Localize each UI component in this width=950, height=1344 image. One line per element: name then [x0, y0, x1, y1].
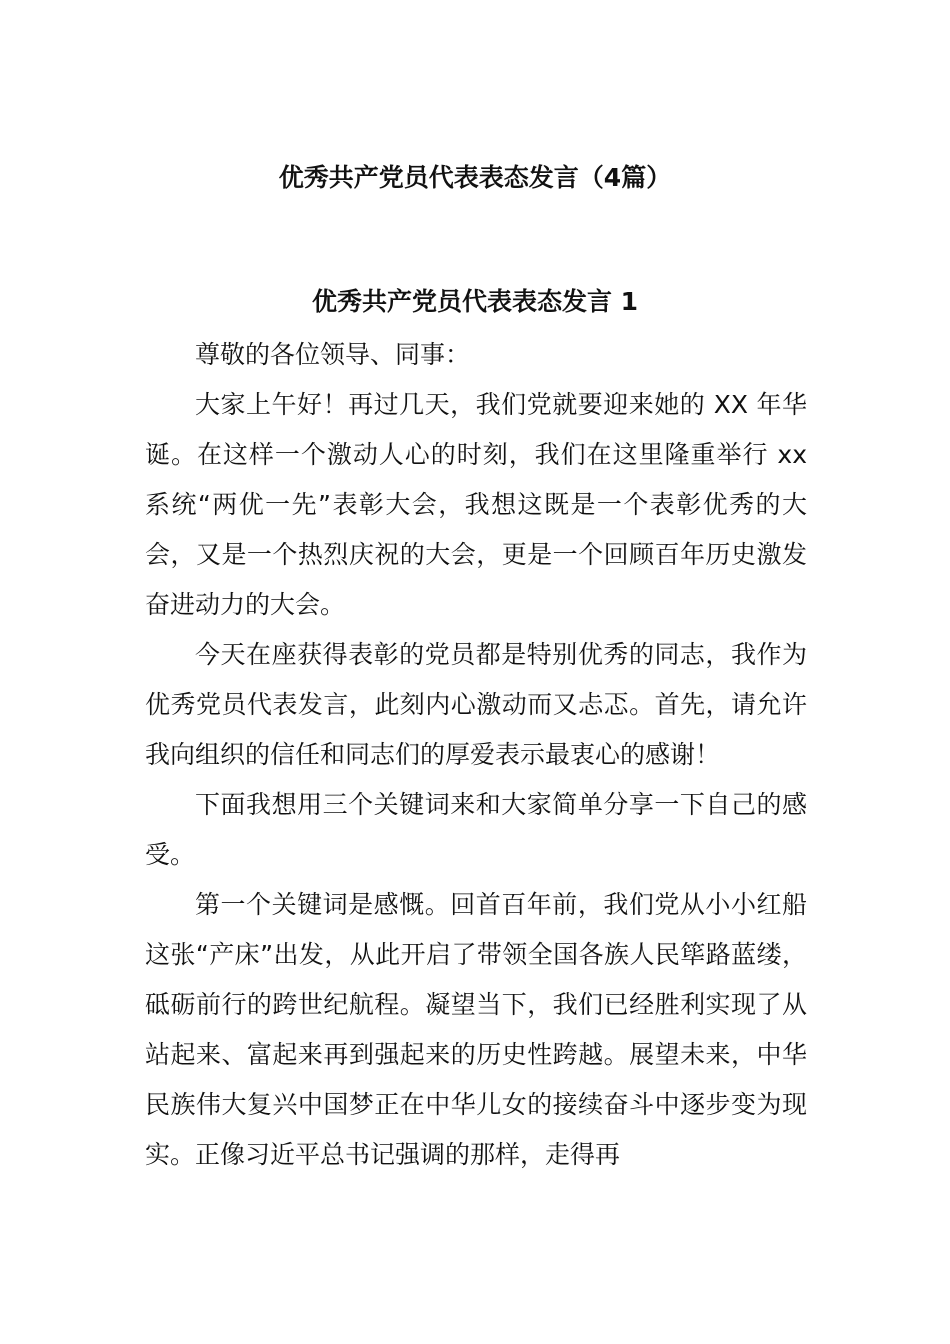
document-title: 优秀共产党员代表表态发言（4篇）	[278, 163, 672, 192]
paragraph: 下面我想用三个关键词来和大家简单分享一下自己的感受。	[145, 790, 807, 869]
document-body	[145, 330, 807, 1180]
paragraph: 大家上午好！再过几天，我们党就要迎来她的 XX 年华诞。在这样一个激动人心的时刻，我们在这里隆重举行 xx 系统“两优一先”表彰大会，我想这既是一个表彰优秀的大会，又是一个热烈庆祝的大会，更是一个回顾百年历史激发奋进动力的大会。	[145, 390, 807, 619]
section-title: 优秀共产党员代表表态发言 1	[311, 287, 639, 316]
paragraph: 今天在座获得表彰的党员都是特别优秀的同志，我作为优秀党员代表发言，此刻内心激动而又忐忑。首先，请允许我向组织的信任和同志们的厚爱表示最衷心的感谢！	[145, 640, 807, 769]
paragraph-salutation: 尊敬的各位领导、同事：	[195, 340, 471, 369]
paragraph: 第一个关键词是感慨。回首百年前，我们党从小小红船这张“产床”出发，从此开启了带领全国各族人民筚路蓝缕，砥砺前行的跨世纪航程。凝望当下，我们已经胜利实现了从站起来、富起来再到强起来的历史性跨越。展望未来，中华民族伟大复兴中国梦正在中华儿女的接续奋斗中逐步变为现实。正像习近平总书记强调的那样，走得再	[145, 890, 807, 1169]
